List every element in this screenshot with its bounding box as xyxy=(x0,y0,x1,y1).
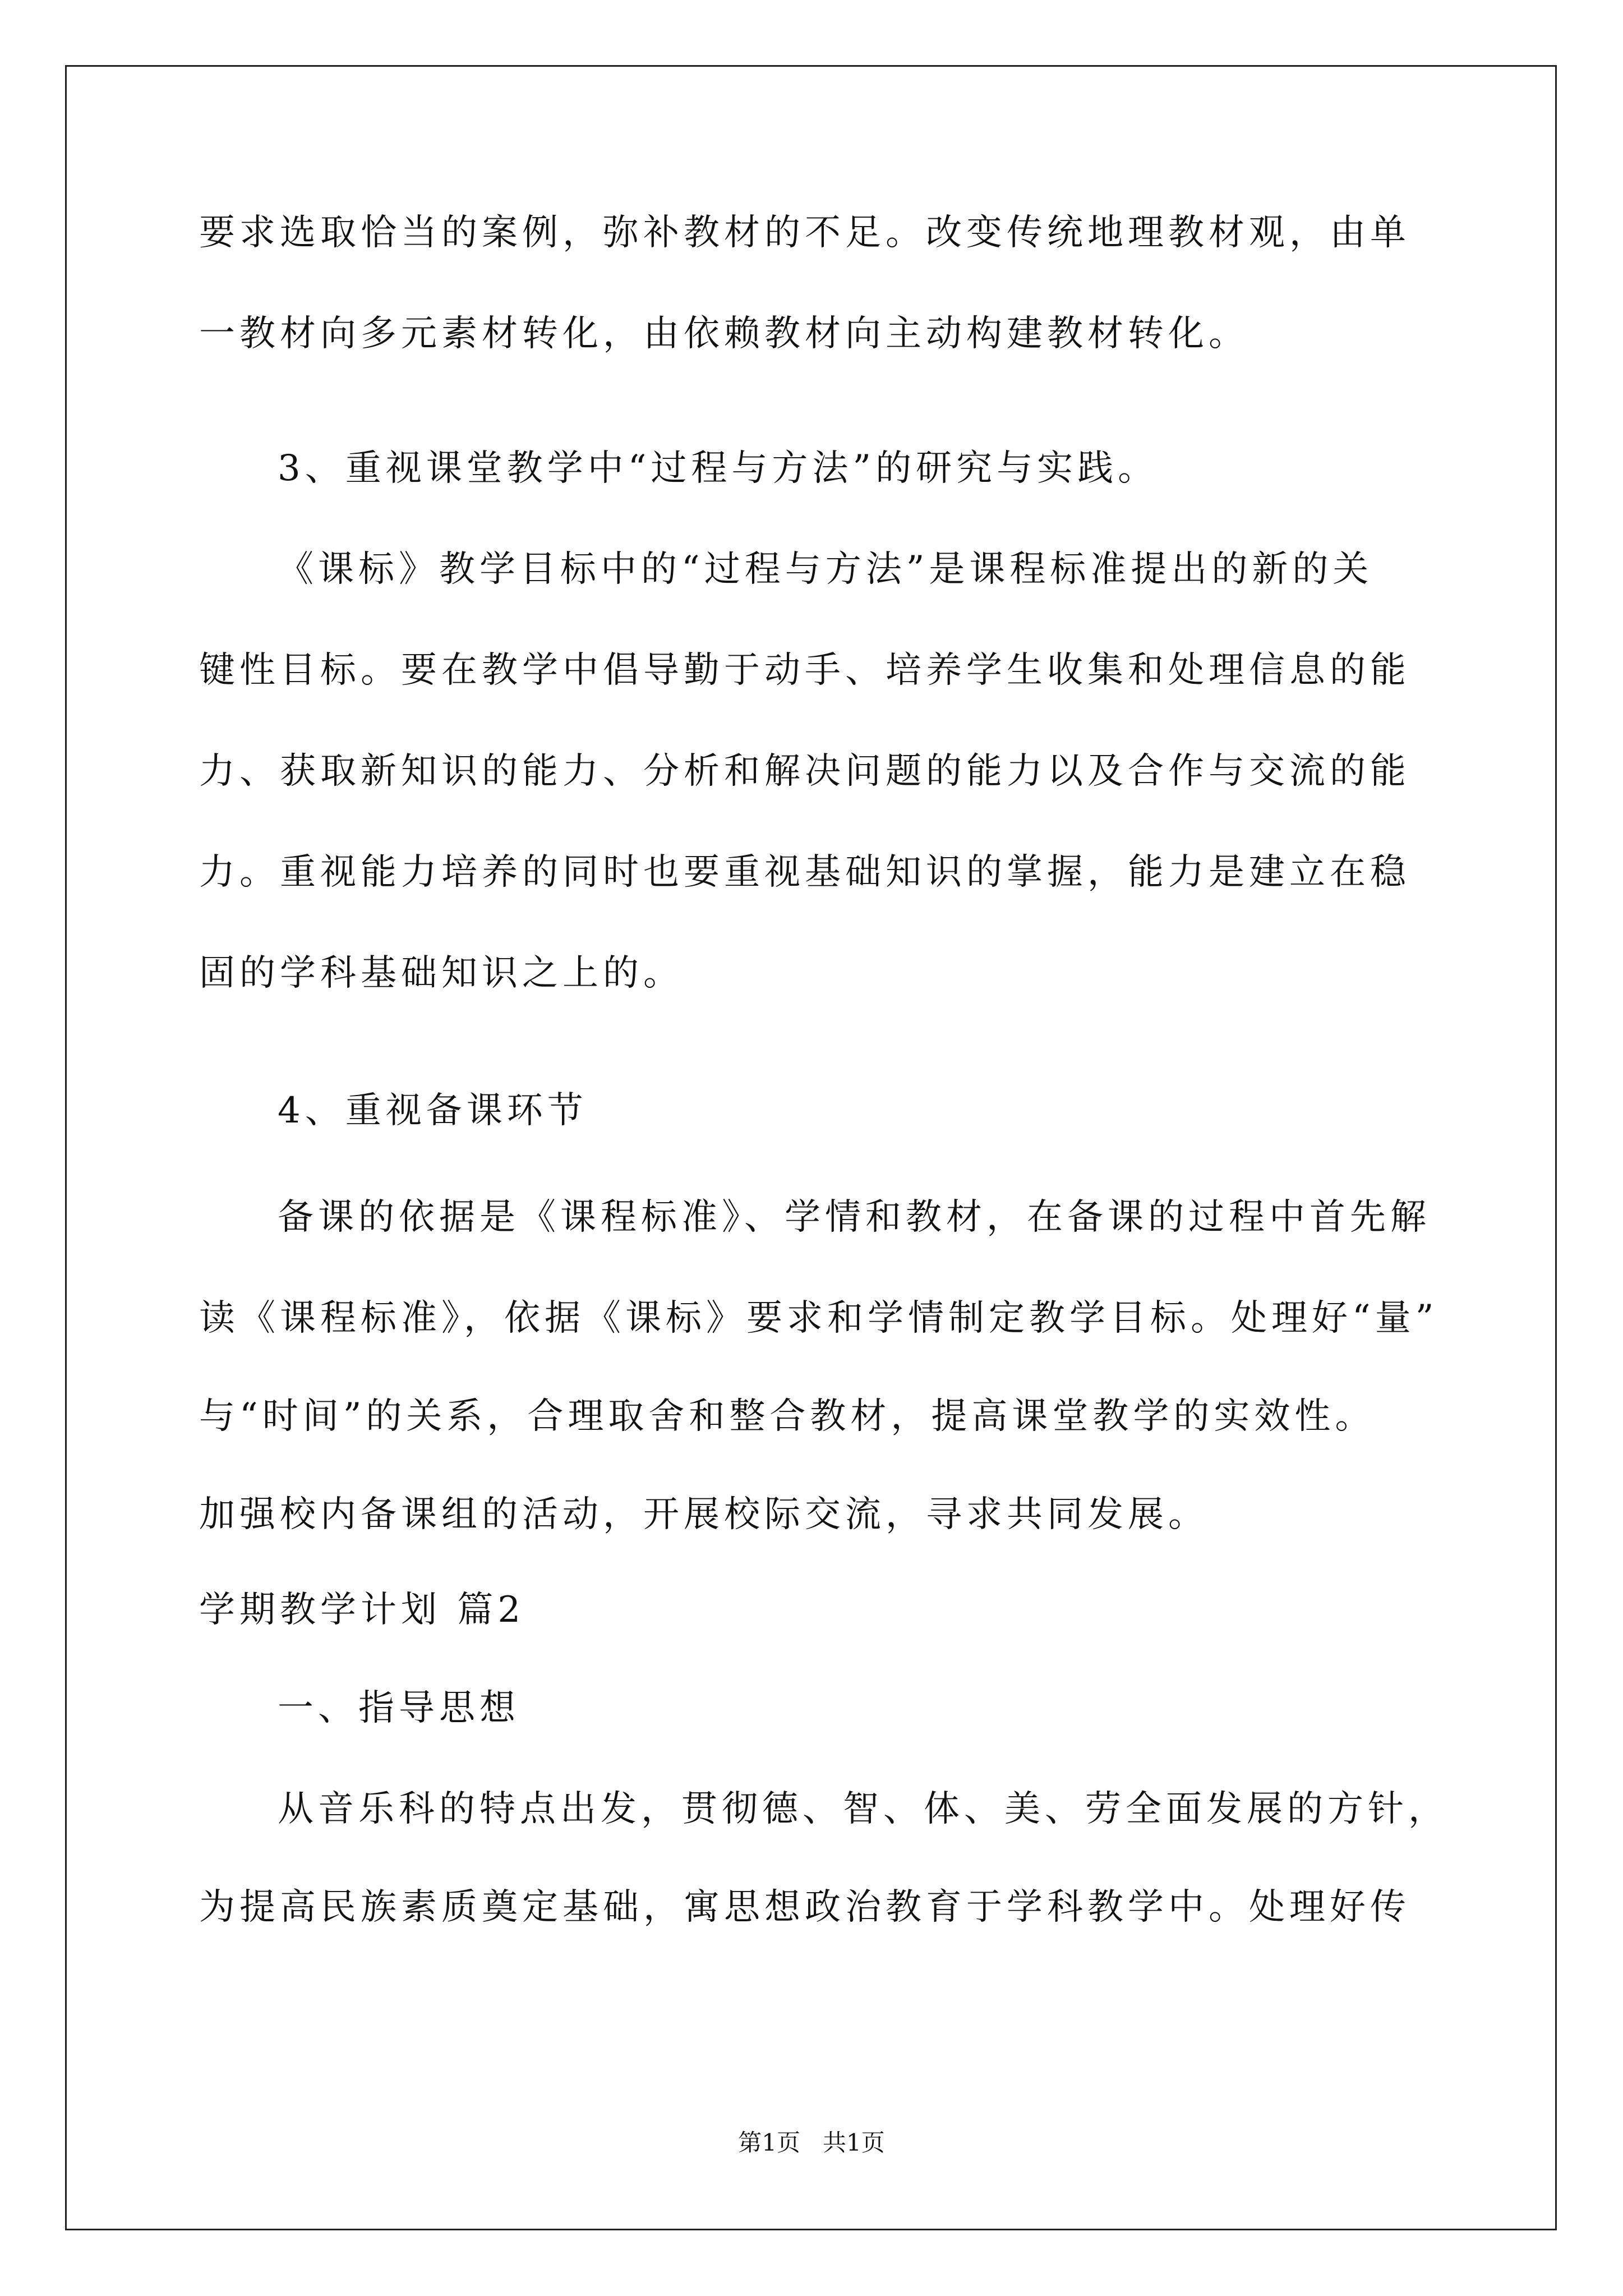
paragraph-line: 键性目标。要在教学中倡导勤于动手、培养学生收集和处理信息的能 xyxy=(199,650,1410,691)
section-heading: 4、重视备课环节 xyxy=(278,1090,588,1131)
paragraph-line: 备课的依据是《课程标准》、学情和教材，在备课的过程中首先解 xyxy=(278,1197,1431,1238)
paragraph-line: 一教材向多元素材转化，由依赖教材向主动构建教材转化。 xyxy=(199,313,1249,355)
paragraph-line: 加强校内备课组的活动，开展校际交流，寻求共同发展。 xyxy=(199,1494,1209,1535)
paragraph-line: 从音乐科的特点出发，贯彻德、智、体、美、劳全面发展的方针， xyxy=(278,1788,1449,1830)
paragraph-line: 为提高民族素质奠定基础，寓思想政治教育于学科教学中。处理好传 xyxy=(199,1887,1410,1928)
paragraph-line: 力。重视能力培养的同时也要重视基础知识的掌握，能力是建立在稳 xyxy=(199,852,1410,893)
paragraph-line: 读《课程标准》，依据《课标》要求和学情制定教学目标。处理好“量” xyxy=(199,1297,1438,1339)
paragraph-line: 与“时间”的关系，合理取舍和整合教材，提高课堂教学的实效性。 xyxy=(199,1396,1376,1437)
document-subtitle: 学期教学计划 篇2 xyxy=(199,1589,525,1631)
paragraph-line: 《课标》教学目标中的“过程与方法”是课程标准提出的新的关 xyxy=(278,549,1373,590)
paragraph-line: 要求选取恰当的案例，弥补教材的不足。改变传统地理教材观，由单 xyxy=(199,212,1410,254)
paragraph-line: 力、获取新知识的能力、分析和解决问题的能力以及合作与交流的能 xyxy=(199,751,1410,792)
section-heading: 3、重视课堂教学中“过程与方法”的研究与实践。 xyxy=(278,448,1159,489)
page-number-footer: 第1页 共1页 xyxy=(738,2129,885,2156)
paragraph-line: 固的学科基础知识之上的。 xyxy=(199,953,684,994)
section-heading: 一、指导思想 xyxy=(278,1687,520,1729)
